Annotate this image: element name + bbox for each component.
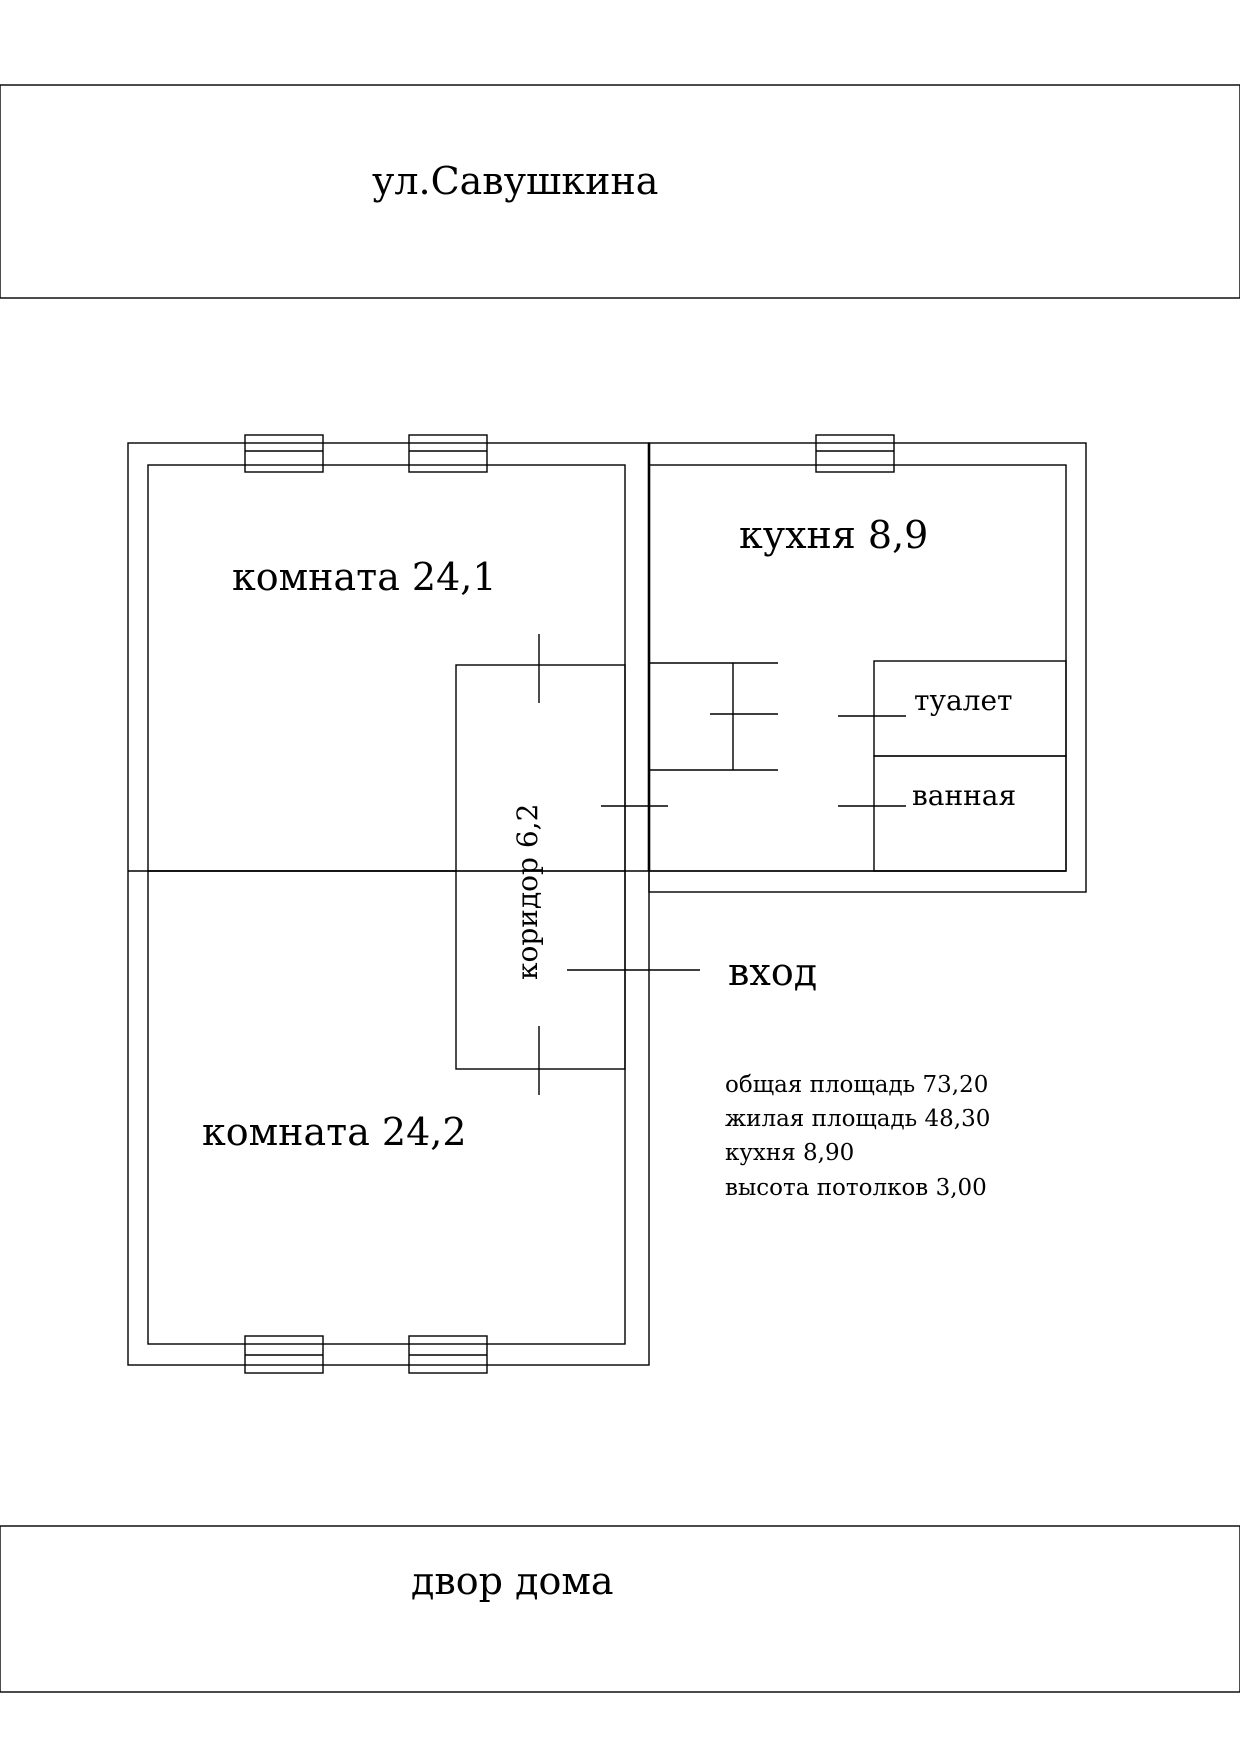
window-south-left [245,1336,323,1373]
corridor-label: коридор 6,2 [511,803,544,980]
summary-kitchen: кухня 8,90 [725,1140,855,1166]
right-block [649,443,1086,892]
right-block-outer-wall [649,443,1086,892]
summary-total-area: общая площадь 73,20 [725,1072,989,1098]
courtyard-band [0,1526,1240,1692]
room-north-label: комната 24,1 [232,555,497,599]
bathroom-room [874,756,1066,871]
window-north-left [245,435,323,472]
toilet-label: туалет [914,684,1013,717]
courtyard-frame [0,1526,1240,1692]
room-south-label: комната 24,2 [202,1110,467,1154]
courtyard-label: двор дома [411,1559,614,1603]
kitchen-label: кухня 8,9 [739,513,929,557]
summary-living-area: жилая площадь 48,30 [725,1106,991,1132]
summary-ceiling-height: высота потолков 3,00 [725,1175,987,1201]
area-summary [725,1072,990,1201]
room-north-inner-wall [148,465,625,871]
window-kitchen [816,435,894,472]
window-north-right [409,435,487,472]
room-south-inner-wall [148,871,625,1344]
street-band [0,85,1240,298]
corridor [456,634,668,1095]
entrance-label: вход [728,950,818,994]
window-south-right [409,1336,487,1373]
bathroom-label: ванная [912,779,1017,812]
street-label: ул.Савушкина [372,159,659,203]
